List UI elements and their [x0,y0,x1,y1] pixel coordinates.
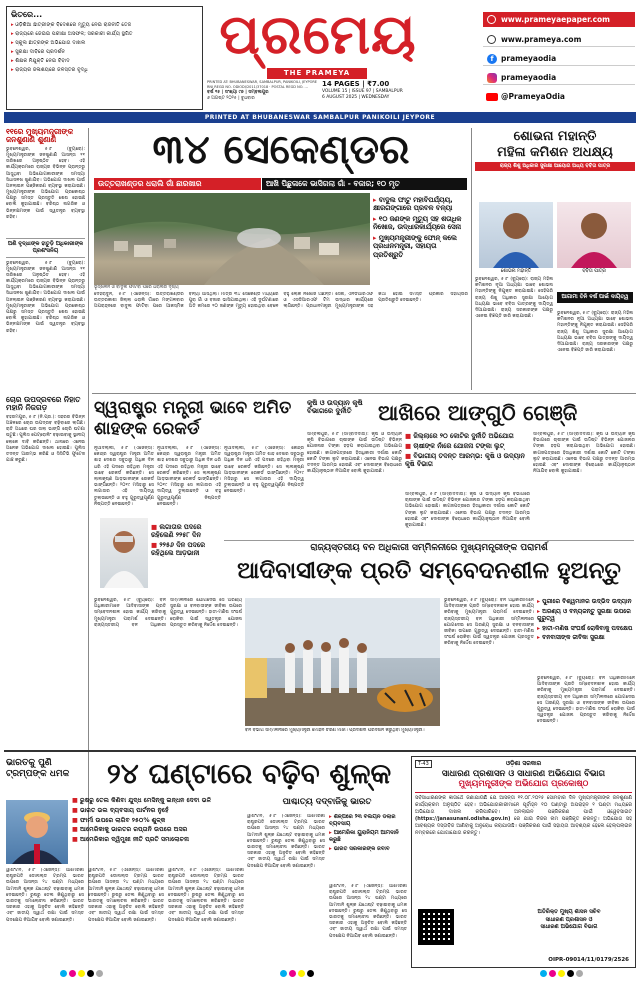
web-row[interactable] [483,34,635,47]
date-english: 6 AUGUST 2025 | WEDNESDAY [322,95,390,101]
lead-kicker-1: ଉତ୍ତରାଖଣ୍ଡର ଧରାଲି ଗାଁ ଛାରଖାର [94,178,261,190]
ad-title: ସାଧାରଣ ପ୍ରଶାସନ ଓ ସାଧାରଣ ଅଭିଯୋଗ ବିଭାଗ [441,768,606,779]
trump-bullets [72,797,242,865]
bullet-icon: ▸ [373,233,379,242]
pages-price: 14 PAGES | ₹7.00 [322,80,390,88]
amit-headline: ସ୍ୱରାଷ୍ଟ୍ର ମନ୍ତ୍ରୀ ଭାବେ ଅମିତ ଶାହଙ୍କ ରେକର୍ଡ [94,398,292,439]
inside-item: ▸ ଶିକ୍ଷକ ନିଯୁକ୍ତି ନେଇ ବିବାଦ [11,58,70,65]
trump-bullet: ■ ଫାର୍ମା ଉପରେ ଲାଗିବ ୨୫୦% ଶୁଳ୍କ [72,816,166,824]
date-odia-2: ୬ ଅଗଷ୍ଟ ୨୦୨୫ | ବୁଧବାର [207,95,255,101]
adibasi-photo [245,598,440,726]
bullet-icon: ▸ [11,40,16,47]
krushi-kicker: କୃଷି ଓ ଉଦ୍ୟାନ କୃଷି ବିଭାଗରେ ଦୁର୍ନୀତି [307,399,363,416]
bullet-icon: ▸ [373,196,379,204]
trump-headline: ୨୪ ଘଣ୍ଟାରେ ବଢ଼ିବ ଶୁଳ୍କ [106,757,392,790]
registration-marks-left [60,970,103,977]
trump-sub-body-2: ୱାଶିଂଟନ, ୫।୮ (ଏଜେନ୍ସି): ଆମେରିକା ରାଷ୍ଟ୍ରପତି ଡୋନାଲ୍ଡ ଟ୍ରମ୍ପ ଭାରତ ଉପରେ ଆସନ୍ତା ୨୪ ଘଣ୍ଟା ମଧ୍ୟରେ ଆମଦାନି ଶୁଳ୍କ ଯଥେଷ୍ଟ ବଢ଼ାଇବାକୁ ଧମକ ଦେଇଛନ୍ତି। ରୁଷରୁ ତେଲ କିଣୁଥିବାରୁ ସେ ଭାରତକୁ ସମାଲୋଚନା କରିଛନ୍ତି। ଭାରତ ସରକାର ଏହାକୁ ଅନୁଚିତ ବୋଲି କହିଛନ୍ତି ଏବଂ ଜାତୀୟ ସ୍ୱାର୍ଥ ରକ୍ଷା ପାଇଁ ସମସ୍ତ ପଦକ୍ଷେପ ନିଆଯିବ ବୋଲି ଜଣାଇଛନ୍ତି। [329,884,407,939]
rni-number: RNI REGD NO. ODIODI/2011/37018 · POSTAL REGD NO. ... [207,84,308,89]
social-box [483,12,635,108]
amit-body: ନୂଆଦିଲ୍ଲୀ, ୫।୮ (ଏଜେନ୍ସି): କେନ୍ଦ୍ର ସ୍ୱରାଷ୍ଟ୍ର ମନ୍ତ୍ରୀ ଅମିତ ଶାହ ଦେଶର ସବୁଠାରୁ ଅଧିକ ଦିନ ଧରି ଏହି ପଦରେ ରହିଥିବା ମନ୍ତ୍ରୀ ଭାବେ ରେକର୍ଡ କରିଛନ୍ତି। ସେ ଲାଲକୃଷ୍ଣ ଆଡ଼ଭାନୀଙ୍କ ରେକର୍ଡ ଭାଙ୍ଗିଛନ୍ତି। ୨୦୧୯ ମସିହାରୁ ସେ ଲଗାତାର ଏହି ଦାୟିତ୍ୱ ତୁଲାଉଛନ୍ତି ଓ ବହୁ ଗୁରୁତ୍ୱପୂର୍ଣ୍ଣ ନିଷ୍ପତ୍ତି ନେଇଛନ୍ତି। [94,446,154,507]
lead-body: ଦେହରାଦୁନ, ୫।୮ (ଏଜେନ୍ସି): ଉତ୍ତରାଖଣ୍ଡର ଉତ୍ତରକାଶୀ ଜିଲ୍ଲା ଧରାଲି ଗାଁରେ ମଙ୍ଗଳବାର ଅପରାହ୍ନରେ ବାଦୁଲ ଫାଟିବା ପରେ ଆକସ୍ମିକ ବନ୍ୟା ଆସିଥିଲା। ମାତ୍ର ୩୪ ସେକେଣ୍ଡ ମଧ୍ୟରେ ପୁରା ଗାଁ ଓ ବଜାର ଭାସିଯାଇଥିଲା। ଏହି ଦୁର୍ଘଟଣାରେ ଅତି କମରେ ୧୦ ଜଣଙ୍କ ମୃତ୍ୟୁ ହୋଇଥିବା ବେଳେ ବହୁ ଲୋକ ନିଖୋଜ ଅଛନ୍ତି। ସେନା, ଏନଡିଆରଏଫ ଓ ଏସଡିଆରଏଫ ଟିମ ଉଦ୍ଧାର କାର୍ଯ୍ୟରେ ଲାଗିଛନ୍ତି। ପ୍ରଧାନମନ୍ତ୍ରୀ ମୁଖ୍ୟମନ୍ତ୍ରୀଙ୍କ ସହ କଥା ହୋଇ ସମସ୍ତ ପ୍ରକାର ସହାୟତାର ପ୍ରତିଶ୍ରୁତି ଦେଇଛନ୍ତି। [94,292,468,310]
bullet-icon: ■ [72,836,81,843]
event-scene-graphic [245,598,440,726]
inside-item: ▸ ସୁରକ୍ଷା ଦାବିରେ ପ୍ରଦର୍ଶନ [11,49,65,56]
instagram-handle[interactable]: prameyaodia [501,73,557,82]
lead-bullets [373,196,468,284]
facebook-icon: f [487,54,497,64]
youtube-handle[interactable]: @PrameyaOdia [501,92,565,101]
trump-body-2: ୱାଶିଂଟନ, ୫।୮ (ଏଜେନ୍ସି): ଆମେରିକା ରାଷ୍ଟ୍ରପତି ଡୋନାଲ୍ଡ ଟ୍ରମ୍ପ ଭାରତ ଉପରେ ଆସନ୍ତା ୨୪ ଘଣ୍ଟା ମଧ୍ୟରେ ଆମଦାନି ଶୁଳ୍କ ଯଥେଷ୍ଟ ବଢ଼ାଇବାକୁ ଧମକ ଦେଇଛନ୍ତି। ରୁଷରୁ ତେଲ କିଣୁଥିବାରୁ ସେ ଭାରତକୁ ସମାଲୋଚନା କରିଛନ୍ତି। ଭାରତ ସରକାର ଏହାକୁ ଅନୁଚିତ ବୋଲି କହିଛନ୍ତି ଏବଂ ଜାତୀୟ ସ୍ୱାର୍ଥ ରକ୍ଷା ପାଇଁ ସମସ୍ତ ପଦକ୍ଷେପ ନିଆଯିବ ବୋଲି ଜଣାଇଛନ୍ତି। [88,868,164,923]
printed-at-banner: PRINTED AT BHUBANESWAR SAMBALPUR PANIKOILI JEYPORE [4,112,636,123]
portrait-graphic [6,800,68,864]
govt-ad [411,756,636,968]
flood-scene-graphic [94,193,370,285]
lead-headline: ୩୪ ସେକେଣ୍ଡର [152,127,410,173]
bullet-icon: ■ [405,442,414,451]
trump-body-3: ୱାଶିଂଟନ, ୫।୮ (ଏଜେନ୍ସି): ଆମେରିକା ରାଷ୍ଟ୍ରପତି ଡୋନାଲ୍ଡ ଟ୍ରମ୍ପ ଭାରତ ଉପରେ ଆସନ୍ତା ୨୪ ଘଣ୍ଟା ମଧ୍ୟରେ ଆମଦାନି ଶୁଳ୍କ ଯଥେଷ୍ଟ ବଢ଼ାଇବାକୁ ଧମକ ଦେଇଛନ୍ତି। ରୁଷରୁ ତେଲ କିଣୁଥିବାରୁ ସେ ଭାରତକୁ ସମାଲୋଚନା କରିଛନ୍ତି। ଭାରତ ସରକାର ଏହାକୁ ଅନୁଚିତ ବୋଲି କହିଛନ୍ତି ଏବଂ ଜାତୀୟ ସ୍ୱାର୍ଥ ରକ୍ଷା ପାଇଁ ସମସ୍ତ ପଦକ୍ଷେପ ନିଆଯିବ ବୋଲି ଜଣାଇଛନ୍ତି। [168,868,244,923]
krushi-bullet: ■ ଜିଲ୍ଲାରେ ୨୦ କୋଟିର ଦୁର୍ନୀତି ଅଭିଯୋଗ [405,432,514,440]
trump-sub-bullet: ▸ ଆମେରିକା ୟୁରାନିୟମ ଆମଦାନି କରୁଛି [329,829,399,843]
youtube-icon [486,93,498,101]
ad-signature [509,909,629,932]
krushi-body-3: ସମ୍ବଲପୁର, ୫।୮ (ସମ୍ବାଦଦାତା): କୃଷି ଓ ଉଦ୍ୟାନ କୃଷି ବିଭାଗରେ ଚାଷୀଙ୍କ ପାଇଁ ଉଦ୍ଦିଷ୍ଟ ବିଭିନ୍ନ ଯୋଜନାର ଟଙ୍କା ହଡ଼ପ କରାଯାଇଥିବା ଅଭିଯୋଗ ହୋଇଛି। କାଗଜପତ୍ରରେ ହିତାଧିକାରୀ ଦର୍ଶାଇ କୋଟି କୋଟି ଟଙ୍କା ଲୁଟ କରାଯାଇଛି। ଏନେଇ ବିଭାଗ ପକ୍ଷରୁ ତଦନ୍ତ ଆରମ୍ଭ ହୋଇଛି ଏବଂ ଦୋଷୀଙ୍କ ବିରୋଧରେ କାର୍ଯ୍ୟାନୁଷ୍ଠାନ ନିଆଯିବ ବୋଲି କୁହାଯାଇଛି। [533,432,635,475]
adibasi-headline: ଆଦିବାସୀଙ୍କ ପ୍ରତି ସମ୍ବେଦନଶୀଳ ହୁଅନ୍ତୁ [237,558,621,584]
trump-kicker: ଭାରତକୁ ପୁଣି ଟ୍ରମ୍ପଙ୍କ ଧମକ [6,758,70,779]
printed-at-small: PRINTED AT: BHUBANESWAR, SAMBALPUR, PANIKOILI, JEYPORE [207,80,317,84]
bullet-icon: ▸ [11,58,16,65]
bullet-icon: ▸ [11,31,16,38]
ad-body-text: ସର୍ବସାଧାରଣଙ୍କ ଜ୍ଞାତାର୍ଥେ ଜଣାଯାଉଛି ଯେ ଆସନ୍ତା ୧୧.୦୮.୨୦୨୫ ସୋମବାର ଦିନ ମୁଖ୍ୟମନ୍ତ୍ରୀଙ୍କ ଜନଶୁଣାଣି କାର୍ଯ୍ୟକ୍ରମ ଅନୁଷ୍ଠିତ ହେବ। ଅଭିଯୋଗକାରୀମାନେ ପୂର୍ବାହ୍ନ ୧୦ ଘଣ୍ଟାରୁ ଅପରାହ୍ନ ୧ ଘଣ୍ଟା ମଧ୍ୟରେ ଅଭିଯୋଗ ଦାଖଲ କରିପାରିବେ। ଅନଲାଇନ ପଞ୍ଜିକରଣ ପାଇଁ ଓ୍ୱେବସାଇଟ [415,794,632,815]
trump-bullet: ■ ଆମେରିକାକୁ ଭାରତର ରପ୍ତାନି ଉପରେ ଅସର [72,826,188,834]
bullet-icon: ▸ [329,814,334,820]
lead-bullet: ▸ ୧୦ ଜଣଙ୍କ ମୃତ୍ୟୁ ସହ ଶତାଧିକ ନିଖୋଜ, ଉଦ୍ଧାରକାର୍ଯ୍ୟରେ ସେନା [373,214,462,232]
amit-stat: ■ ଲଗାତାର ପଦରେ ରହିଲେଣି ୨୨୫୮ ଦିନ [151,523,202,540]
sobhana-photo-1 [479,202,553,268]
ad-qr-code [418,909,454,945]
ad-sign-3: ସାଧାରଣ ଅଭିଯୋଗ ବିଭାଗ [540,924,598,931]
horizontal-rule [4,750,636,752]
sobhana-body: ଭୁବନେଶ୍ୱର, ୫।୮ (ବ୍ୟୁରୋ): ରାଜ୍ୟ ମହିଳା କମିଶନର ନୂଆ ଅଧ୍ୟକ୍ଷା ଭାବେ ଶୋଭନା ମହାନ୍ତିଙ୍କୁ ନିଯୁକ୍ତ କରାଯାଇଛି। ସେହିପରି ରାଜ୍ୟ ଶିଶୁ ଅଧିକାର ସୁରକ୍ଷା ଆୟୋଗ ଅଧ୍ୟକ୍ଷା ଭାବେ ବବିତା ପାତ୍ରଙ୍କୁ ଦାୟିତ୍ୱ ଦିଆଯାଇଛି। ରାଜ୍ୟ ସରକାରଙ୍କ ପକ୍ଷରୁ ଏନେଇ ବିଜ୍ଞପ୍ତି ଜାରି କରାଯାଇଛି। [475,277,553,320]
lead-bullet: ▸ ବାଦୁଲ ଫାଟୁ ମହାବିପର୍ଯ୍ୟୟ, କ୍ଷୀରଗଙ୍ଗାରେ ପ୍ରବଳ ବନ୍ୟା [373,196,453,213]
inside-title: ଭିତରେ... [11,10,43,19]
adibasi-caption: ବନ ବିଭାଗ ସମ୍ମିଳନୀରେ ମୁଖ୍ୟମନ୍ତ୍ରୀ ମୋହନ ଚରଣ ମାଝୀ। ପ୍ରଦର୍ଶନୀ ପରିଦର୍ଶନ କରୁଥିବା ମୁଖ୍ୟମନ୍ତ୍ରୀ। [245,728,425,733]
left-story-1-headline: ୧୧ରେ ମୁଖ୍ୟମନ୍ତ୍ରୀଙ୍କ ଜନଶୁଣାଣି ଶୁଣାଣି [6,128,74,144]
horizontal-rule [92,393,636,394]
bullet-icon: ▸ [11,22,16,28]
adibasi-bullets [537,598,635,672]
amit-stat: ■ ୨୨୫୬ ଦିନ ପଦରେ ରହିଥିଲେ ଆଡ଼ଭାନୀ [151,541,206,558]
inside-item: ▸ ଓଡ଼ିଶିଆ ଛାତ୍ରୀଙ୍କ ବିଦେଶରେ ମୃତ୍ୟୁ ନେଇ ରାଜନୀତି ତେଜ [11,22,132,28]
masthead-info [322,80,432,104]
trump-sub-headline: ପାଶ୍ଚାତ୍ୟ ଦଦ୍‌ବାଜିକୁ ଭାରତ [282,797,372,807]
trump-sub-body-1: ୱାଶିଂଟନ, ୫।୮ (ଏଜେନ୍ସି): ଆମେରିକା ରାଷ୍ଟ୍ରପତି ଡୋନାଲ୍ଡ ଟ୍ରମ୍ପ ଭାରତ ଉପରେ ଆସନ୍ତା ୨୪ ଘଣ୍ଟା ମଧ୍ୟରେ ଆମଦାନି ଶୁଳ୍କ ଯଥେଷ୍ଟ ବଢ଼ାଇବାକୁ ଧମକ ଦେଇଛନ୍ତି। ରୁଷରୁ ତେଲ କିଣୁଥିବାରୁ ସେ ଭାରତକୁ ସମାଲୋଚନା କରିଛନ୍ତି। ଭାରତ ସରକାର ଏହାକୁ ଅନୁଚିତ ବୋଲି କହିଛନ୍ତି ଏବଂ ଜାତୀୟ ସ୍ୱାର୍ଥ ରକ୍ଷା ପାଇଁ ସମସ୍ତ ପଦକ୍ଷେପ ନିଆଯିବ ବୋଲି ଜଣାଇଛନ୍ତି। [247,814,325,869]
sobhana-photo-2 [557,202,631,268]
trump-bullet: ■ ଆମେରିକାର ଦ୍ୱିମୁଖୀ ନୀତି ପ୍ରତି ସମାଲୋଚନା [72,836,190,843]
trump-sub-bullet: ▸ ଭାରତ ସରକାରଙ୍କ ଜବାବ [329,845,390,852]
adibasi-bullet: ▸ ବନବାସୀଙ୍କ ଜୀବିକା ସୁରକ୍ଷା [537,634,605,641]
krushi-body-2: ସମ୍ବଲପୁର, ୫।୮ (ସମ୍ବାଦଦାତା): କୃଷି ଓ ଉଦ୍ୟାନ କୃଷି ବିଭାଗରେ ଚାଷୀଙ୍କ ପାଇଁ ଉଦ୍ଦିଷ୍ଟ ବିଭିନ୍ନ ଯୋଜନାର ଟଙ୍କା ହଡ଼ପ କରାଯାଇଥିବା ଅଭିଯୋଗ ହୋଇଛି। କାଗଜପତ୍ରରେ ହିତାଧିକାରୀ ଦର୍ଶାଇ କୋଟି କୋଟି ଟଙ୍କା ଲୁଟ କରାଯାଇଛି। ଏନେଇ ବିଭାଗ ପକ୍ଷରୁ ତଦନ୍ତ ଆରମ୍ଭ ହୋଇଛି ଏବଂ ଦୋଷୀଙ୍କ ବିରୋଧରେ କାର୍ଯ୍ୟାନୁଷ୍ଠାନ ନିଆଯିବ ବୋଲି କୁହାଯାଇଛି। [405,492,530,528]
ad-url[interactable]: (https://janasunani.odisha.gov.in) [415,815,511,822]
bullet-icon: ▸ [537,634,543,641]
ad-subtitle: ମୁଖ୍ୟମନ୍ତ୍ରୀଙ୍କ ଅଭିଯୋଗ ପ୍ରକୋଷ୍ଠ [415,779,632,793]
ad-gov: ଓଡ଼ିଶା ସରକାର [505,760,542,767]
ad-tag: T-43 [415,760,432,768]
lead-photo-caption: ଭୂସ୍ଖଳନ ଓ ବାଦୁଲ ଫାଟିବା ପରେ ଧରାଲିର ଦୃଶ୍ୟ [94,285,179,290]
bullet-icon: ■ [405,432,414,440]
amit-body-3: ନୂଆଦିଲ୍ଲୀ, ୫।୮ (ଏଜେନ୍ସି): କେନ୍ଦ୍ର ସ୍ୱରାଷ୍ଟ୍ର ମନ୍ତ୍ରୀ ଅମିତ ଶାହ ଦେଶର ସବୁଠାରୁ ଅଧିକ ଦିନ ଧରି ଏହି ପଦରେ ରହିଥିବା ମନ୍ତ୍ରୀ ଭାବେ ରେକର୍ଡ କରିଛନ୍ତି। ସେ ଲାଲକୃଷ୍ଣ ଆଡ଼ଭାନୀଙ୍କ ରେକର୍ଡ ଭାଙ୍ଗିଛନ୍ତି। ୨୦୧୯ ମସିହାରୁ ସେ ଲଗାତାର ଏହି ଦାୟିତ୍ୱ ତୁଲାଉଛନ୍ତି ଓ ବହୁ ଗୁରୁତ୍ୱପୂର୍ଣ୍ଣ ନିଷ୍ପତ୍ତି ନେଇଛନ୍ତି। [224,446,304,495]
amit-body-2: ନୂଆଦିଲ୍ଲୀ, ୫।୮ (ଏଜେନ୍ସି): କେନ୍ଦ୍ର ସ୍ୱରାଷ୍ଟ୍ର ମନ୍ତ୍ରୀ ଅମିତ ଶାହ ଦେଶର ସବୁଠାରୁ ଅଧିକ ଦିନ ଧରି ଏହି ପଦରେ ରହିଥିବା ମନ୍ତ୍ରୀ ଭାବେ ରେକର୍ଡ କରିଛନ୍ତି। ସେ ଲାଲକୃଷ୍ଣ ଆଡ଼ଭାନୀଙ୍କ ରେକର୍ଡ ଭାଙ୍ଗିଛନ୍ତି। ୨୦୧୯ ମସିହାରୁ ସେ ଲଗାତାର ଏହି ଦାୟିତ୍ୱ ତୁଲାଉଛନ୍ତି ଓ ବହୁ ଗୁରୁତ୍ୱପୂର୍ଣ୍ଣ ନିଷ୍ପତ୍ତି ନେଇଛନ୍ତି। [157,446,221,507]
epaper-row[interactable] [483,12,635,27]
adibasi-col-right: ଭୁବନେଶ୍ୱର, ୫।୮ (ବ୍ୟୁରୋ): ବନ ଅଧିକାରୀମାନେ ଆଦିବାସୀଙ୍କ ପ୍ରତି ସମ୍ବେଦନଶୀଳ ହୋଇ କାର୍ଯ୍ୟ କରିବାକୁ ମୁଖ୍ୟମନ୍ତ୍ରୀ ପରାମର୍ଶ ଦେଇଛନ୍ତି। ରାଜ୍ୟସ୍ତରୀୟ ବନ ଅଧିକାରୀ ସମ୍ମିଳନୀରେ ଯୋଗଦେଇ ସେ ଅରଣ୍ୟ ସୁରକ୍ଷା ଓ ବନବାସୀଙ୍କ ଜୀବିକା ଉପରେ ଗୁରୁତ୍ୱ ଦେଇଛନ୍ତି। ହାତୀ-ମଣିଷ ସଂଘର୍ଷ ରୋକିବା ପାଇଁ ସ୍ୱତନ୍ତ୍ର ଯୋଜନା ପ୍ରସ୍ତୁତ କରିବାକୁ ନିର୍ଦ୍ଦେଶ ଦେଇଛନ୍ତି। [537,676,635,725]
facebook-row[interactable] [483,53,635,66]
inside-item: ▸ ରାଜ୍ୟର ଜଳାଶୟରେ ଜଳସ୍ତର ବୃଦ୍ଧି [11,67,88,74]
trump-sub-bullet: ▸ ଶିଳ୍ପରେ ୨୩ ବିଲିୟନ ଡଲାର ବ୍ୟବସାୟ [329,814,396,827]
adibasi-bullet: ▸ ହାତୀ-ମଣିଷ ସଂଘର୍ଷ ରୋକିବାକୁ ପଦକ୍ଷେପ [537,624,633,632]
trump-sub-bullets [329,814,407,884]
registration-marks-right [540,970,583,977]
sobhana-caption-2: ବବିତା ପାତ୍ର [582,269,606,274]
bullet-icon: ▸ [329,845,334,852]
portrait-graphic [100,518,148,588]
ad-body [415,795,632,903]
inside-item: ▸ ରାଜ୍ୟରେ ଜେଇଇ ପରୀକ୍ଷା ଅସଫଳ; ସରକାରୀ କାର୍ଯ୍ୟ ସ୍ଥଗିତ [11,31,133,38]
left-story-2-body: ବହରମପୁର, ୫।୮ (ନି.ପ୍ର.): ସହରର ବିଭିନ୍ନ ଅଞ୍ଚଳରେ ଚୋର ଉପଦ୍ରବ ବଢ଼ିବାରେ ଲାଗିଛି। ରାତି ଅଧରେ ଘର ତାଲା ଭାଙ୍ଗି ଚୋରି ଘଟଣା ଘଟୁଛି। ପୁଲିସ ପେଟ୍ରୋଲିଂ ବଢ଼ାଇବାକୁ ସ୍ଥାନୀୟ ଲୋକେ ଦାବି କରିଛନ୍ତି। ଥାନାରେ ଏନେଇ ଅନେକ ଅଭିଯୋଗ ଦାଖଲ ହୋଇଛି। ପୁଲିସ ତଦନ୍ତ ଆରମ୍ଭ କରିଛି ଓ ସିସିଟିଭି ଫୁଟେଜ ଯାଞ୍ଚ କରୁଛି। [6,414,85,464]
epaper-link[interactable]: www.prameyaepaper.com [501,15,610,24]
bullet-icon: ■ [72,826,81,834]
masthead-title: ପ୍ରମେୟ [219,4,417,66]
adibasi-col-left: ଭୁବନେଶ୍ୱର, ୫।୮ (ବ୍ୟୁରୋ): ବନ ଅଧିକାରୀମାନେ ଆଦିବାସୀଙ୍କ ପ୍ରତି ସମ୍ବେଦନଶୀଳ ହୋଇ କାର୍ଯ୍ୟ କରିବାକୁ ମୁଖ୍ୟମନ୍ତ୍ରୀ ପରାମର୍ଶ ଦେଇଛନ୍ତି। ରାଜ୍ୟସ୍ତରୀୟ ବନ ଅଧିକାରୀ ସମ୍ମିଳନୀରେ ଯୋଗଦେଇ ସେ ଅରଣ୍ୟ ସୁରକ୍ଷା ଓ ବନବାସୀଙ୍କ ଜୀବିକା ଉପରେ ଗୁରୁତ୍ୱ ଦେଇଛନ୍ତି। ହାତୀ-ମଣିଷ ସଂଘର୍ଷ ରୋକିବା ପାଇଁ ସ୍ୱତନ୍ତ୍ର ଯୋଜନା ପ୍ରସ୍ତୁତ କରିବାକୁ ନିର୍ଦ୍ଦେଶ ଦେଇଛନ୍ତି। [94,598,242,628]
left-story-1 [6,128,85,393]
sobhana-caption-1: ଶୋଭନା ମହାନ୍ତି [500,269,532,274]
trump-bullet: ■ ରୁଷରୁ ତେଲ କିଣିବା ଯୁଦ୍ଧ ମେସିନ୍‌କୁ ଇନ୍ଧନ ଦେବା ଭଳି [72,797,212,804]
left-story-1-subhead: ଅଣି ବୃଦ୍ଧାଙ୍କ ହାତୁଡ଼ି ଅଧିକାରୀଙ୍କ ପ୍ରଶଂସନିୟ [6,238,85,258]
masthead-subtitle: THE PRAMEYA [267,68,367,79]
adibasi-kicker: ରାଜ୍ୟସ୍ତରୀୟ ବନ ଅଧିକାରୀ ସମ୍ମିଳନୀରେ ମୁଖ୍ୟମନ୍ତ୍ରୀଙ୍କ ପରାମର୍ଶ [224,540,634,554]
bullet-icon: ▸ [537,624,543,632]
krushi-bullet: ■ ବିଭାଗୀୟ ତଦନ୍ତ ଆରମ୍ଭ: କୃଷି ଓ ଉଦ୍ୟାନ କୃଷି ବିଭାଗ [405,452,525,469]
bullet-icon: ■ [72,806,81,814]
portrait-graphic [479,202,553,268]
sobhana-quote: ଆଗାମୀ ତିନି ବର୍ଷ ପାଇଁ ଦାୟିତ୍ୱ [557,292,633,303]
bullet-icon: ▸ [373,214,379,223]
adibasi-bullet: ▸ ପୁରୀରେ ବିଶ୍ୱମାନର ଉଦ୍ଭିଦ ଉଦ୍ୟାନ [537,598,632,605]
lead-kicker-2: ଆଖି ପିଛୁଳାକେ ଭାସିଗଲା ଗାଁ - ବଜାର; ୧୦ ମୃତ [262,178,467,190]
adibasi-col-mid: ଭୁବନେଶ୍ୱର, ୫।୮ (ବ୍ୟୁରୋ): ବନ ଅଧିକାରୀମାନେ ଆଦିବାସୀଙ୍କ ପ୍ରତି ସମ୍ବେଦନଶୀଳ ହୋଇ କାର୍ଯ୍ୟ କରିବାକୁ ମୁଖ୍ୟମନ୍ତ୍ରୀ ପରାମର୍ଶ ଦେଇଛନ୍ତି। ରାଜ୍ୟସ୍ତରୀୟ ବନ ଅଧିକାରୀ ସମ୍ମିଳନୀରେ ଯୋଗଦେଇ ସେ ଅରଣ୍ୟ ସୁରକ୍ଷା ଓ ବନବାସୀଙ୍କ ଜୀବିକା ଉପରେ ଗୁରୁତ୍ୱ ଦେଇଛନ୍ତି। ହାତୀ-ମଣିଷ ସଂଘର୍ଷ ରୋକିବା ପାଇଁ ସ୍ୱତନ୍ତ୍ର ଯୋଜନା ପ୍ରସ୍ତୁତ କରିବାକୁ ନିର୍ଦ୍ଦେଶ ଦେଇଛନ୍ତି। [444,598,534,647]
sobhana-story [475,128,635,390]
lead-photo [94,193,370,285]
web-link[interactable]: www.prameya.com [501,35,582,44]
bullet-icon: ■ [72,797,81,804]
bullet-icon: ▸ [537,607,543,615]
krushi-bullet: ■ ଚାଷୀଙ୍କ ନାଁରେ ଯୋଜନା ଟଙ୍କା ଲୁଟ୍ [405,442,505,451]
left-story-1-body-b: ଭୁବନେଶ୍ୱର, ୫।୮ (ବ୍ୟୁରୋ): ମୁଖ୍ୟମନ୍ତ୍ରୀଙ୍କ ଜନଶୁଣାଣି ଆସନ୍ତା ୧୧ ତାରିଖରେ ଅନୁଷ୍ଠିତ ହେବ। ଏହି କାର୍ଯ୍ୟକ୍ରମରେ ରାଜ୍ୟର ବିଭିନ୍ନ ପ୍ରାନ୍ତରୁ ଆସୁଥିବା ଅଭିଯୋଗକାରୀଙ୍କ ସମସ୍ୟା ସିଧାସଳଖ ଶୁଣାଯିବ। ଅଭିଯୋଗ ଦାଖଲ ପାଇଁ ଅନଲାଇନ ପଞ୍ଜିକରଣ ବ୍ୟବସ୍ଥା କରାଯାଇଛି। ମୁଖ୍ୟମନ୍ତ୍ରୀଙ୍କ ଅଭିଯୋଗ ପ୍ରକୋଷ୍ଠ ପକ୍ଷରୁ ସମସ୍ତ ପ୍ରସ୍ତୁତି ଶେଷ ହୋଇଛି ବୋଲି କୁହାଯାଇଛି। ବରିଷ୍ଠ ନାଗରିକ ଓ ଭିନ୍ନକ୍ଷମଙ୍କ ପାଇଁ ସ୍ୱତନ୍ତ୍ର ବ୍ୟବସ୍ଥା ରହିବ। [6,260,85,334]
amit-stats [151,523,219,593]
volume-issue: VOLUME 15 | ISSUE 97 | SAMBALPUR [322,89,403,95]
sobhana-headline-2: ମହିଳା କମିଶନ ଅଧକ୍ଷ୍ୟ [497,144,613,160]
inside-list [11,22,198,74]
inside-box [6,6,203,110]
sobhana-headline-1: ଶୋଭନା ମହାନ୍ତି [513,129,597,144]
ad-sign-2: ସାଧାରଣ ପ୍ରଶାସନ ଓ [545,916,593,923]
bullet-icon: ▸ [11,67,16,74]
krushi-headline: ଆଖିରେ ଆଙ୍ଗୁଠି ଗେଞ୍ଜି [378,401,578,425]
instagram-icon [487,73,497,83]
globe-icon [487,35,496,44]
portrait-graphic [557,202,631,268]
registration-marks-mid [280,970,314,977]
inside-item: ▸ ସ୍କୁଲ ଛାତ୍ରଙ୍କ ଅଭିଯୋଗ ଦାଖଲ [11,40,86,47]
date-odia: ବର୍ଷ ୧୫ | ସଂଖ୍ୟା ୯୭ | ସମ୍ବଲପୁର [207,90,269,96]
left-story-2-headline: ଚୋର ଉପଦ୍ରବରେ ନିହାତ ମହାନି ନିଜଗଡ଼ [6,396,81,412]
instagram-row[interactable] [483,72,635,85]
bullet-icon: ▸ [537,598,543,605]
masthead-logo [207,4,429,88]
bullet-icon: ■ [405,452,414,461]
ad-body-text-2: ରେ ଯାଇ ନିଜର ନାମ ପଞ୍ଜିକୃତ କରନ୍ତୁ। ଅଭିଯୋଗ ସହ ଆବଶ୍ୟକ ଦସ୍ତାବିଜ ଆଣିବାକୁ ଅନୁରୋଧ କରାଯାଉଛି। ପଞ୍ଜିକରଣ ପାଇଁ ସହାୟତା ଆବଶ୍ୟକ ହେଲେ ହେଲ୍ପଲାଇନ ନମ୍ବରରେ ଯୋଗାଯୋଗ କରନ୍ତୁ। [415,815,632,836]
youtube-row[interactable] [483,91,635,103]
sobhana-red-sub: ରାଜ୍ୟ ଶିଶୁ ଅଧିକାର ସୁରକ୍ଷା ଆୟୋଗ ଅଧ୍ୟ ବବିତା ପାତ୍ର [475,162,635,170]
left-story-1-body-a: ଭୁବନେଶ୍ୱର, ୫।୮ (ବ୍ୟୁରୋ): ମୁଖ୍ୟମନ୍ତ୍ରୀଙ୍କ ଜନଶୁଣାଣି ଆସନ୍ତା ୧୧ ତାରିଖରେ ଅନୁଷ୍ଠିତ ହେବ। ଏହି କାର୍ଯ୍ୟକ୍ରମରେ ରାଜ୍ୟର ବିଭିନ୍ନ ପ୍ରାନ୍ତରୁ ଆସୁଥିବା ଅଭିଯୋଗକାରୀଙ୍କ ସମସ୍ୟା ସିଧାସଳଖ ଶୁଣାଯିବ। ଅଭିଯୋଗ ଦାଖଲ ପାଇଁ ଅନଲାଇନ ପଞ୍ଜିକରଣ ବ୍ୟବସ୍ଥା କରାଯାଇଛି। ମୁଖ୍ୟମନ୍ତ୍ରୀଙ୍କ ଅଭିଯୋଗ ପ୍ରକୋଷ୍ଠ ପକ୍ଷରୁ ସମସ୍ତ ପ୍ରସ୍ତୁତି ଶେଷ ହୋଇଛି ବୋଲି କୁହାଯାଇଛି। ବରିଷ୍ଠ ନାଗରିକ ଓ ଭିନ୍ନକ୍ଷମଙ୍କ ପାଇଁ ସ୍ୱତନ୍ତ୍ର ବ୍ୟବସ୍ଥା ରହିବ। [6,146,85,220]
ad-sign-1: ଅତିରିକ୍ତ ମୁଖ୍ୟ ଶାସନ ସଚିବ [537,909,601,915]
trump-body-1: ୱାଶିଂଟନ, ୫।୮ (ଏଜେନ୍ସି): ଆମେରିକା ରାଷ୍ଟ୍ରପତି ଡୋନାଲ୍ଡ ଟ୍ରମ୍ପ ଭାରତ ଉପରେ ଆସନ୍ତା ୨୪ ଘଣ୍ଟା ମଧ୍ୟରେ ଆମଦାନି ଶୁଳ୍କ ଯଥେଷ୍ଟ ବଢ଼ାଇବାକୁ ଧମକ ଦେଇଛନ୍ତି। ରୁଷରୁ ତେଲ କିଣୁଥିବାରୁ ସେ ଭାରତକୁ ସମାଲୋଚନା କରିଛନ୍ତି। ଭାରତ ସରକାର ଏହାକୁ ଅନୁଚିତ ବୋଲି କହିଛନ୍ତି ଏବଂ ଜାତୀୟ ସ୍ୱାର୍ଥ ରକ୍ଷା ପାଇଁ ସମସ୍ତ ପଦକ୍ଷେପ ନିଆଯିବ ବୋଲି ଜଣାଇଛନ୍ତି। [6,868,84,923]
bullet-icon: ■ [72,816,81,824]
krushi-bullets [405,432,530,490]
lead-bullet: ▸ ମୁଖ୍ୟମନ୍ତ୍ରୀଙ୍କୁ ଫୋନ୍ କଲେ ପ୍ରଧାନମନ୍ତ୍ରୀ, ସହାୟତା ପ୍ରତିଶ୍ରୁତି [373,233,457,259]
globe-icon [487,15,496,24]
krushi-body-1: ସମ୍ବଲପୁର, ୫।୮ (ସମ୍ବାଦଦାତା): କୃଷି ଓ ଉଦ୍ୟାନ କୃଷି ବିଭାଗରେ ଚାଷୀଙ୍କ ପାଇଁ ଉଦ୍ଦିଷ୍ଟ ବିଭିନ୍ନ ଯୋଜନାର ଟଙ୍କା ହଡ଼ପ କରାଯାଇଥିବା ଅଭିଯୋଗ ହୋଇଛି। କାଗଜପତ୍ରରେ ହିତାଧିକାରୀ ଦର୍ଶାଇ କୋଟି କୋଟି ଟଙ୍କା ଲୁଟ କରାଯାଇଛି। ଏନେଇ ବିଭାଗ ପକ୍ଷରୁ ତଦନ୍ତ ଆରମ୍ଭ ହୋଇଛି ଏବଂ ଦୋଷୀଙ୍କ ବିରୋଧରେ କାର୍ଯ୍ୟାନୁଷ୍ଠାନ ନିଆଯିବ ବୋଲି କୁହାଯାଇଛି। [307,432,402,475]
ad-code: OIPR-09014/11/0179/2526 [548,957,629,964]
facebook-handle[interactable]: prameyaodia [501,54,557,63]
masthead-small-print [207,80,319,102]
trump-bullet: ■ ଭାରତ ଭଲ ବ୍ୟବସାୟ ପାର୍ଟନର ନୁହେଁ [72,806,169,814]
bullet-icon: ▸ [11,49,16,56]
trump-photo [6,800,68,864]
adibasi-bullet: ▸ ଅରଣ୍ୟ ଓ ବନ୍ୟଜନ୍ତୁ ସୁରକ୍ଷା ଉପରେ ଗୁରୁତ୍ୱ [537,607,631,622]
vertical-rule [471,128,472,390]
amit-photo [100,518,148,588]
bullet-icon: ■ [151,541,160,550]
bullet-icon: ■ [151,523,160,531]
bullet-icon: ▸ [329,829,334,836]
sobhana-body-2: ଭୁବନେଶ୍ୱର, ୫।୮ (ବ୍ୟୁରୋ): ରାଜ୍ୟ ମହିଳା କମିଶନର ନୂଆ ଅଧ୍ୟକ୍ଷା ଭାବେ ଶୋଭନା ମହାନ୍ତିଙ୍କୁ ନିଯୁକ୍ତ କରାଯାଇଛି। ସେହିପରି ରାଜ୍ୟ ଶିଶୁ ଅଧିକାର ସୁରକ୍ଷା ଆୟୋଗ ଅଧ୍ୟକ୍ଷା ଭାବେ ବବିତା ପାତ୍ରଙ୍କୁ ଦାୟିତ୍ୱ ଦିଆଯାଇଛି। ରାଜ୍ୟ ସରକାରଙ୍କ ପକ୍ଷରୁ ଏନେଇ ବିଜ୍ଞପ୍ତି ଜାରି କରାଯାଇଛି। [557,311,633,354]
